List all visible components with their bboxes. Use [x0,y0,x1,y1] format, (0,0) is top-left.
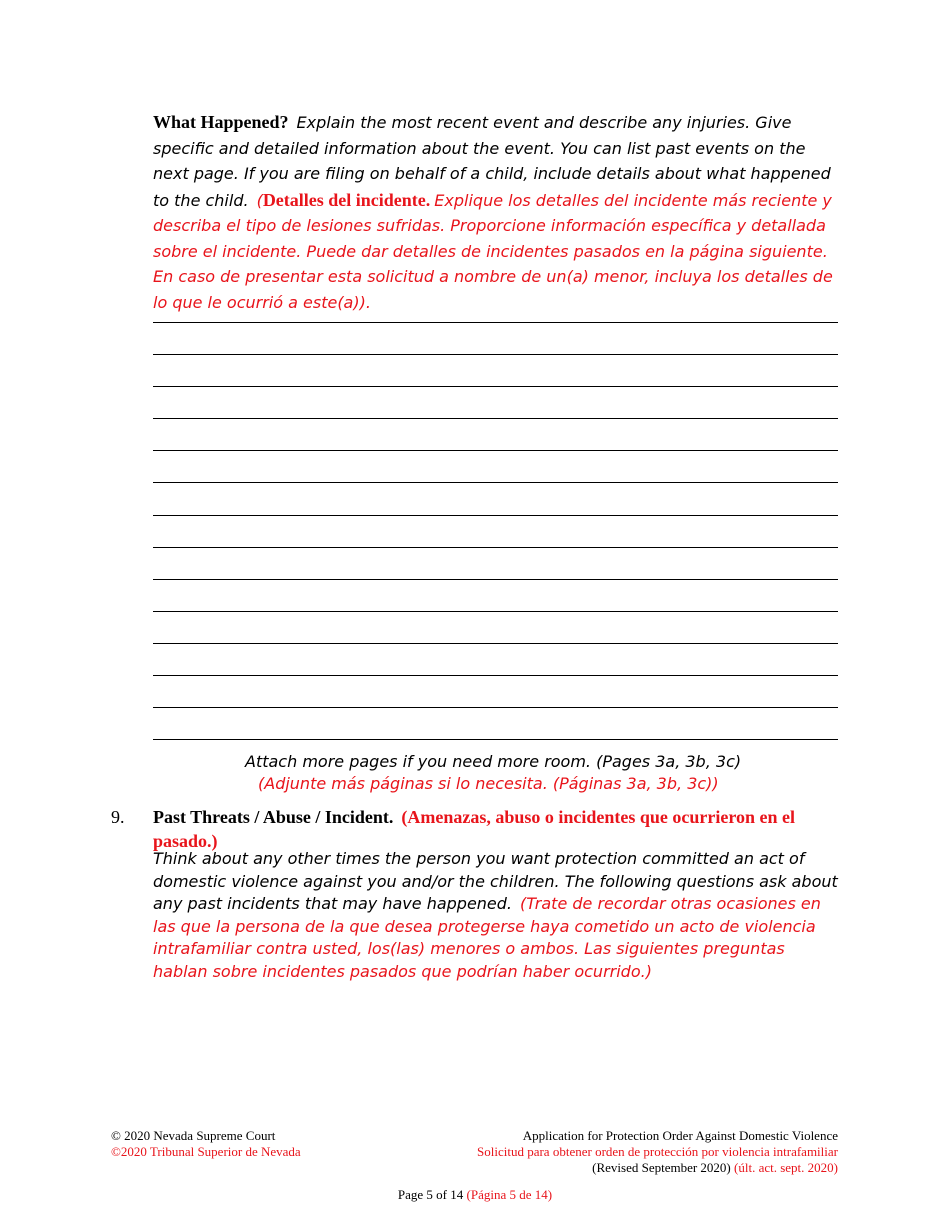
revision-date [477,1160,838,1176]
what-happened-paragraph [153,110,845,316]
what-happened-instructions-es: Explique los detalles del incidente más reciente y describa el tipo de lesiones sufridas. Proporcione información específica y detallada sobre el incidente. Puede dar detalles de incidentes pasados en la página siguiente. En caso de presentar esta solicitud a nombre de un(a) menor, incluya los detalles de lo que le ocurrió a este(a)). [153,190,833,312]
section-number: 9. [111,807,125,827]
section-body [153,848,843,983]
response-line[interactable] [153,515,838,547]
form-title-es: Solicitud para obtener orden de protección por violencia intrafamiliar [477,1144,838,1159]
footer-left [111,1128,301,1160]
footer-right [477,1128,838,1176]
what-happened-label-es: Detalles del incidente. [262,189,431,210]
attach-note-en: Attach more pages if you need more room. (Pages 3a, 3b, 3c) [245,752,742,771]
copyright-es: ©2020 Tribunal Superior de Nevada [111,1144,301,1159]
section-title-es: (Amenazas, abuso o incidentes que ocurrieron en el pasado.) [153,807,796,851]
what-happened-instructions-en: Explain the most recent event and describe any injuries. Give specific and detailed information about the event. You can list past events on the next page. If you are filing on behalf of a child, include details about what happened to the child. [153,113,831,210]
revised-en: (Revised September 2020) [592,1160,731,1175]
response-line[interactable] [153,354,838,386]
section-title [153,806,838,854]
attach-note [245,751,741,795]
response-line[interactable] [153,322,838,354]
response-line[interactable] [153,418,838,450]
response-line[interactable] [153,579,838,611]
page-number-en: Page 5 of 14 [397,1187,464,1202]
section-body-es: (Trate de recordar otras ocasiones en las que la persona de la que desea protegerse haya cometido un acto de violencia intrafamiliar contra usted, los(las) menores o ambos. Las siguientes preguntas hablan sobre incidentes pasados que podrían haber ocurrido.) [153,894,821,981]
response-lines[interactable] [153,322,838,771]
section-title-en: Past Threats / Abuse / Incident. [153,807,394,827]
copyright-en: © 2020 Nevada Supreme Court [111,1128,276,1143]
response-line[interactable] [153,450,838,482]
response-line[interactable] [153,643,838,675]
response-line[interactable] [153,707,838,739]
section-body-en: Think about any other times the person you want protection committed an act of domestic violence against you and/or the children. The following questions ask about any past incidents that may have happened. [153,849,838,913]
response-line[interactable] [153,482,838,514]
what-happened-label: What Happened? [153,112,289,132]
paren-open: ( [256,190,263,210]
response-line[interactable] [153,675,838,707]
response-line[interactable] [153,386,838,418]
page-number-es: (Página 5 de 14) [466,1187,553,1202]
revised-es: (últ. act. sept. 2020) [734,1160,838,1175]
attach-note-es: (Adjunte más páginas si lo necesita. (Páginas 3a, 3b, 3c)) [258,774,719,793]
page-number [0,1187,950,1203]
form-title-en: Application for Protection Order Against Domestic Violence [522,1128,838,1143]
response-line[interactable] [153,611,838,643]
response-line[interactable] [153,547,838,579]
